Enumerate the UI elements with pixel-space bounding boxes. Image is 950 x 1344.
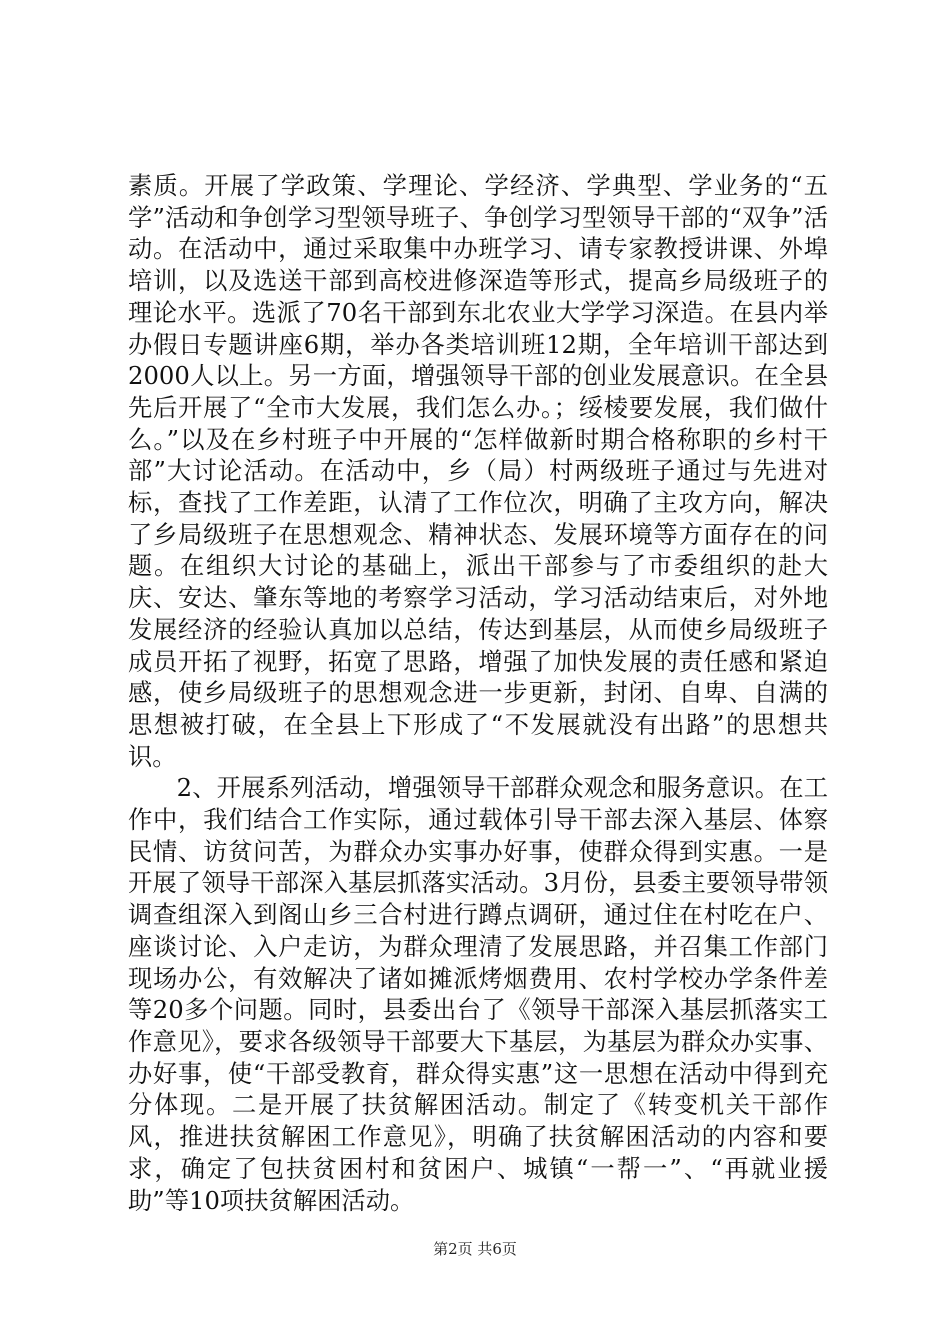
paragraph-section-2: 2、开展系列活动，增强领导干部群众观念和服务意识。在工作中，我们结合工作实际，通过载体引导干部去深入基层、体察民情、访贫问苦，为群众办实事办好事，使群众得到实惠。一是开展了领导干部深入基层抓落实活动。3月份，县委主要领导带领调查组深入到阁山乡三合村进行蹲点调研，通过住在村吃在户、座谈讨论、入户走访，为群众理清了发展思路，并召集工作部门现场办公，有效解决了诸如摊派烤烟费用、农村学校办学条件差等20多个问题。同时，县委出台了《领导干部深入基层抓落实工作意见》，要求各级领导干部要大下基层，为基层为群众办实事、办好事，使“干部受教育，群众得实惠”这一思想在活动中得到充分体现。二是开展了扶贫解困活动。制定了《转变机关干部作风，推进扶贫解困工作意见》，明确了扶贫解困活动的内容和要求，确定了包扶贫困村和贫困户、城镇“一帮一”、“再就业援助”等10项扶贫解困活动。: [128, 773, 828, 1215]
document-body: [128, 170, 828, 1216]
paragraph-continuation: 素质。开展了学政策、学理论、学经济、学典型、学业务的“五学”活动和争创学习型领导班子、争创学习型领导干部的“双争”活动。在活动中，通过采取集中办班学习、请专家教授讲课、外埠培训，以及选送干部到高校进修深造等形式，提高乡局级班子的理论水平。选派了70名干部到东北农业大学学习深造。在县内举办假日专题讲座6期，举办各类培训班12期，全年培训干部达到2000人以上。另一方面，增强领导干部的创业发展意识。在全县先后开展了“全市大发展，我们怎么办。；绥棱要发展，我们做什么。”以及在乡村班子中开展的“怎样做新时期合格称职的乡村干部”大讨论活动。在活动中，乡（局）村两级班子通过与先进对标，查找了工作差距，认清了工作位次，明确了主攻方向，解决了乡局级班子在思想观念、精神状态、发展环境等方面存在的问题。在组织大讨论的基础上，派出干部参与了市委组织的赴大庆、安达、肇东等地的考察学习活动，学习活动结束后，对外地发展经济的经验认真加以总结，传达到基层，从而使乡局级班子成员开拓了视野，拓宽了思路，增强了加快发展的责任感和紧迫感，使乡局级班子的思想观念进一步更新，封闭、自卑、自满的思想被打破，在全县上下形成了“不发展就没有出路”的思想共识。: [128, 171, 828, 771]
page-footer: 第2页 共6页: [433, 1240, 517, 1258]
